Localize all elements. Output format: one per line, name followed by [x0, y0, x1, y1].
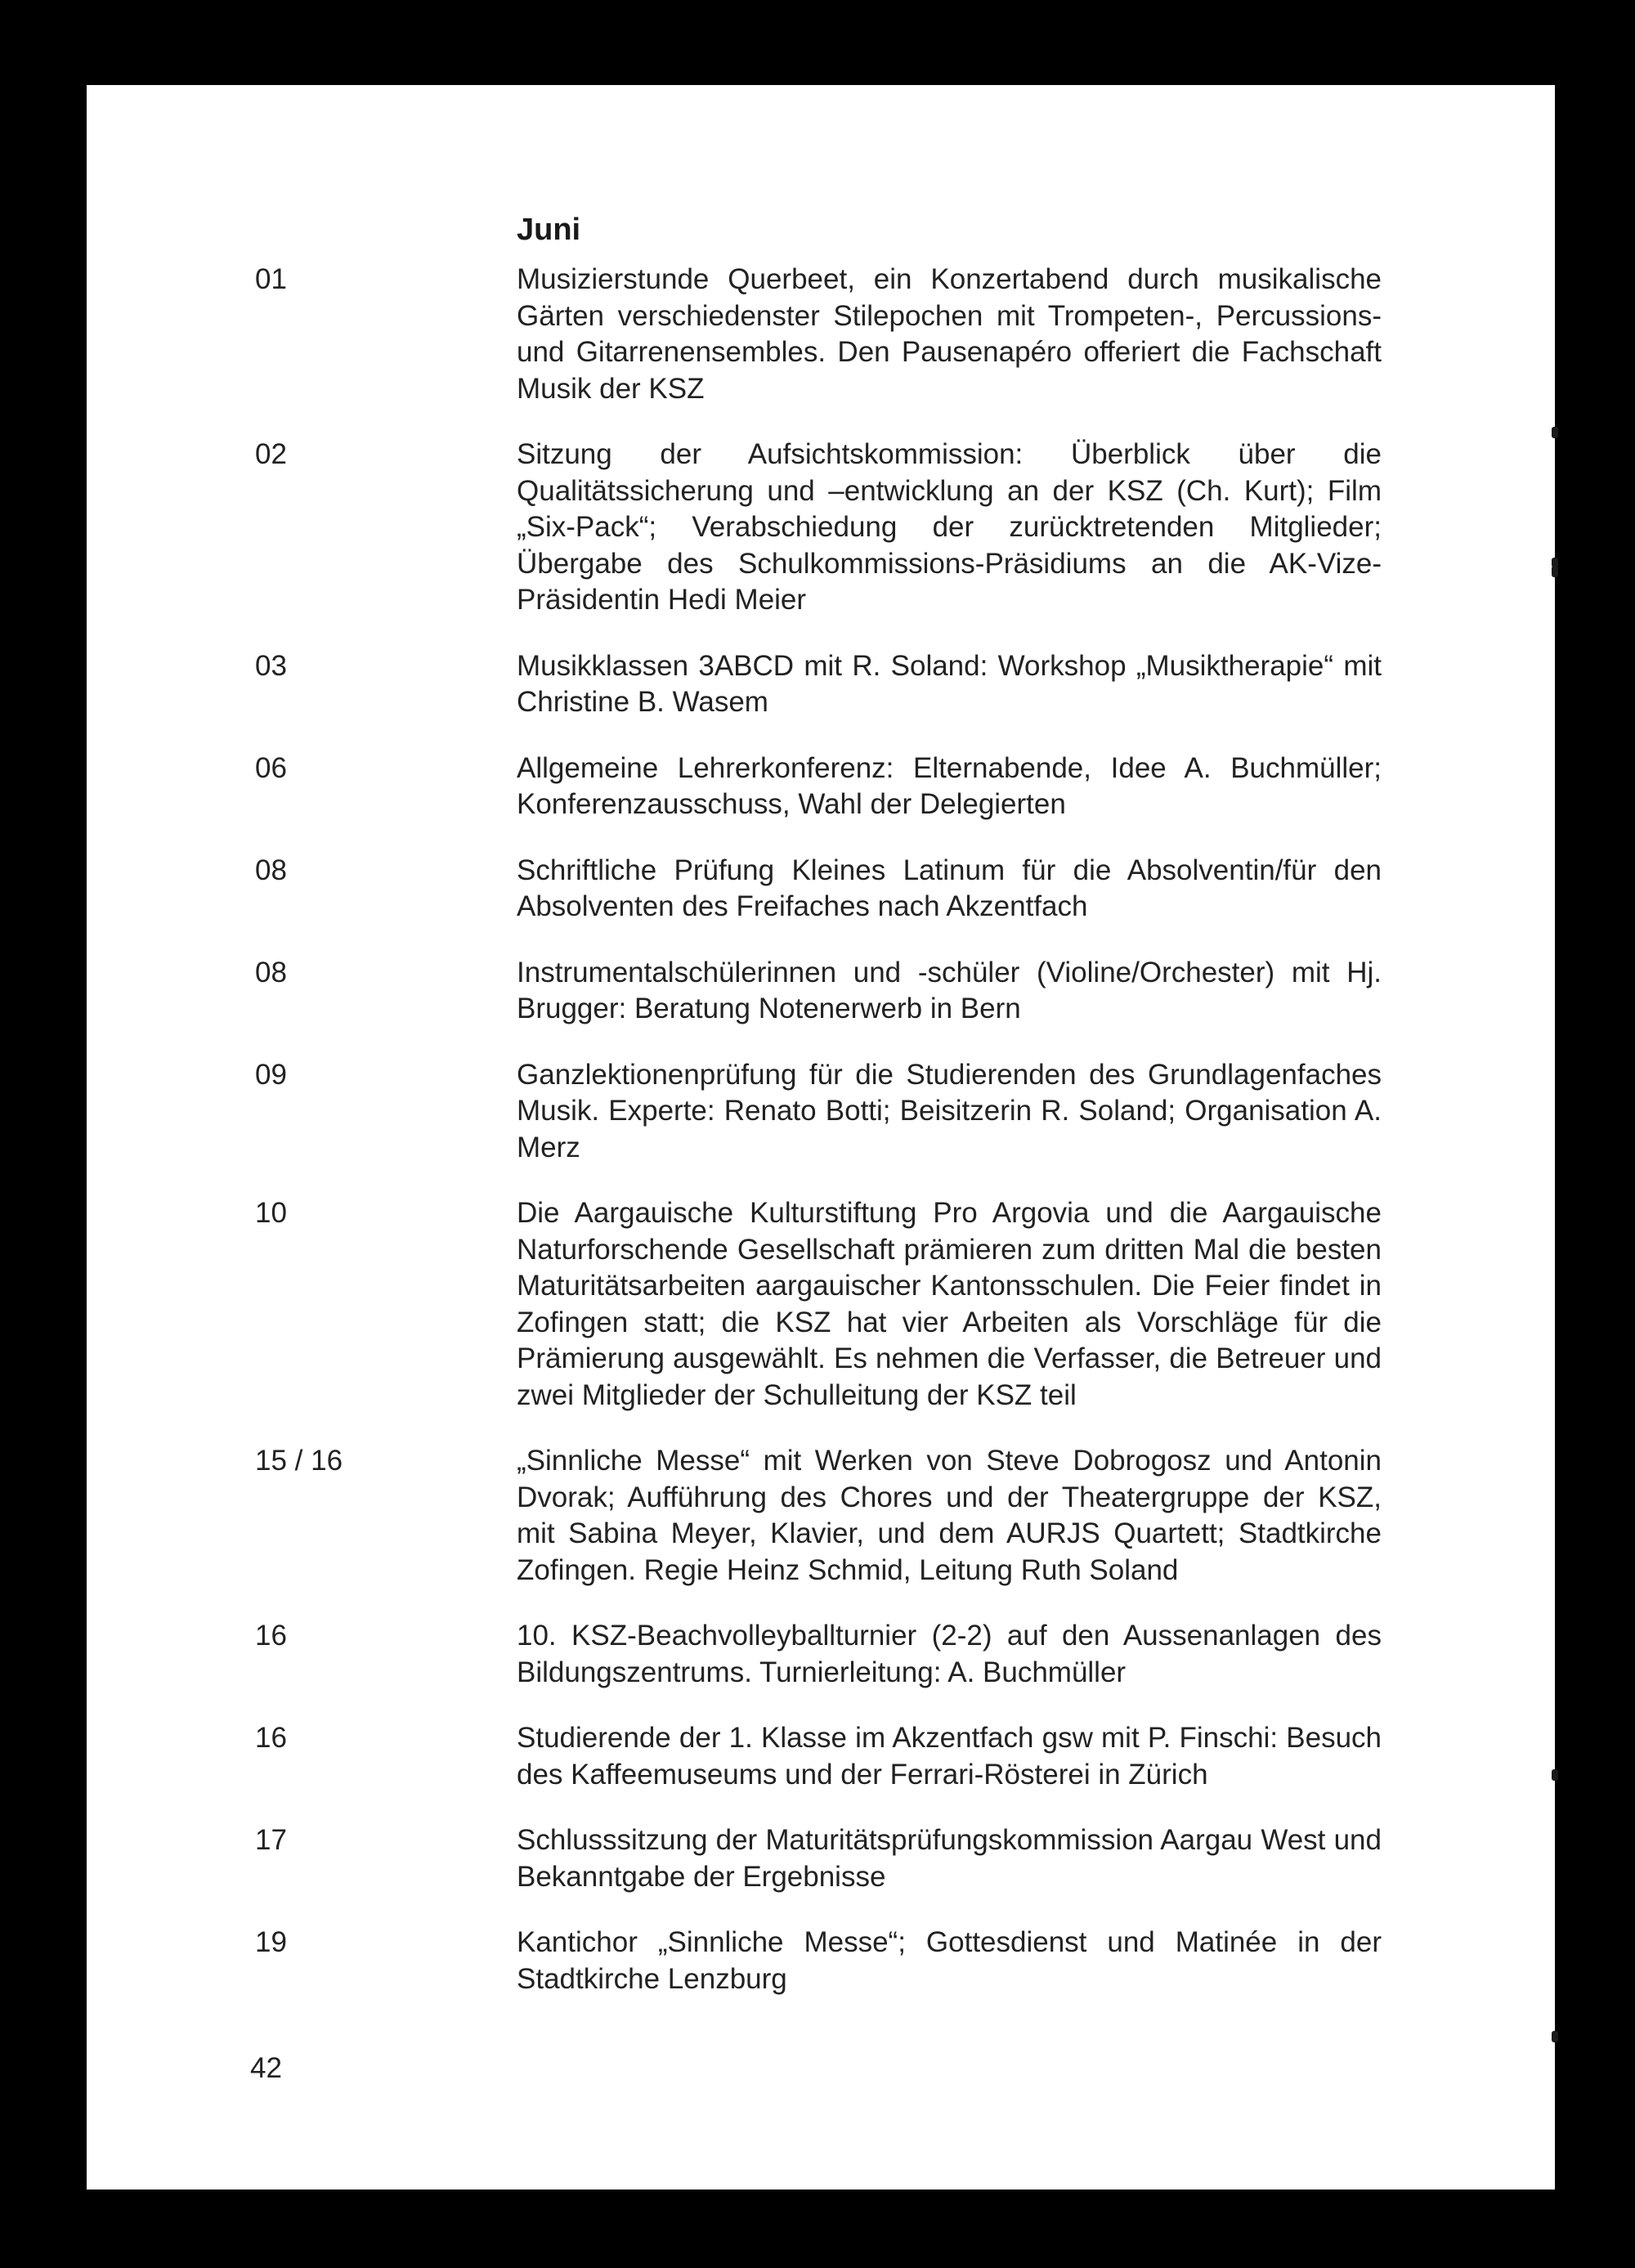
event-date: 08	[255, 854, 287, 886]
event-description: Musikklassen 3ABCD mit R. Soland: Workshop „Musiktherapie“ mit Christine B. Wasem	[517, 649, 1382, 718]
event-entry	[87, 437, 1555, 619]
scan-edge-mark	[1552, 2031, 1558, 2042]
event-entry	[87, 853, 1555, 926]
event-description: Schriftliche Prüfung Kleines Latinum für die Absolventin/für den Absolventen des Freifaches nach Akzentfach	[517, 854, 1382, 922]
month-heading: Juni	[517, 213, 581, 247]
event-entry	[87, 1057, 1555, 1167]
scan-edge-mark	[1552, 566, 1558, 577]
page-number: 42	[250, 2052, 282, 2084]
event-description: Allgemeine Lehrerkonferenz: Elternabende, Idee A. Buchmüller; Konferenzausschuss, Wahl der Delegierten	[517, 751, 1382, 820]
event-date: 08	[255, 956, 287, 988]
scanned-page	[87, 85, 1555, 2190]
event-entry	[87, 1822, 1555, 1895]
event-date: 10	[255, 1197, 287, 1229]
event-description: Instrumentalschülerinnen und -schüler (Violine/Orchester) mit Hj. Brugger: Beratung Notenerwerb in Bern	[517, 956, 1382, 1024]
scan-edge-mark	[1552, 427, 1558, 438]
event-entry	[87, 648, 1555, 721]
event-description: Ganzlektionenprüfung für die Studierenden des Grundlagenfaches Musik. Experte: Renato Botti; Beisitzerin R. Soland; Organisation A. Merz	[517, 1058, 1382, 1163]
event-entry	[87, 1443, 1555, 1589]
event-description: 10. KSZ-Beachvolleyballturnier (2-2) auf den Aussenanlagen des Bildungszentrums. Turnierleitung: A. Buchmüller	[517, 1620, 1382, 1688]
scan-edge-mark	[1552, 1769, 1558, 1781]
event-entry	[87, 1618, 1555, 1691]
event-entry	[87, 1195, 1555, 1414]
page-content	[87, 85, 1555, 2190]
event-description: Sitzung der Aufsichtskommission: Überblick über die Qualitätssicherung und –entwicklung an der KSZ (Ch. Kurt); Film „Six-Pack“; Verabschiedung der zurücktretenden Mitglieder; Übergabe des Schulkommissions-Präsidiums an die AK-Vize-Präsidentin Hedi Meier	[517, 438, 1382, 616]
event-entry	[87, 1720, 1555, 1793]
event-date: 16	[255, 1722, 287, 1754]
event-date: 06	[255, 751, 287, 784]
event-date: 15 / 16	[255, 1445, 343, 1477]
event-date: 03	[255, 649, 287, 682]
event-list	[87, 262, 1555, 2027]
event-date: 16	[255, 1620, 287, 1652]
event-description: „Sinnliche Messe“ mit Werken von Steve Dobrogosz und Antonin Dvorak; Aufführung des Chores und der Theatergruppe der KSZ, mit Sabina Meyer, Klavier, und dem AURJS Quartett; Stadtkirche Zofingen. Regie Heinz Schmid, Leitung Ruth Soland	[517, 1445, 1382, 1586]
event-description: Studierende der 1. Klasse im Akzentfach gsw mit P. Finschi: Besuch des Kaffeemuseums und der Ferrari-Rösterei in Zürich	[517, 1722, 1382, 1791]
event-date: 09	[255, 1058, 287, 1091]
event-entry	[87, 1925, 1555, 1997]
event-description: Kantichor „Sinnliche Messe“; Gottesdienst und Matinée in der Stadtkirche Lenzburg	[517, 1926, 1382, 1995]
event-description: Musizierstunde Querbeet, ein Konzertabend durch musikalische Gärten verschiedenster Stilepochen mit Trompeten-, Percussions- und Gitarrenensembles. Den Pausenapéro offeriert die Fachschaft Musik der KSZ	[517, 263, 1382, 405]
event-entry	[87, 955, 1555, 1028]
event-date: 02	[255, 438, 287, 470]
event-date: 01	[255, 263, 287, 295]
event-description: Schlusssitzung der Maturitätsprüfungskommission Aargau West und Bekanntgabe der Ergebnisse	[517, 1824, 1382, 1893]
event-description: Die Aargauische Kulturstiftung Pro Argovia und die Aargauische Naturforschende Gesellschaft prämieren zum dritten Mal die besten Maturitätsarbeiten aargauischer Kantonsschulen. Die Feier findet in Zofingen statt; die KSZ hat vier Arbeiten als Vorschläge für die Prämierung ausgewählt. Es nehmen die Verfasser, die Betreuer und zwei Mitglieder der Schulleitung der KSZ teil	[517, 1197, 1382, 1411]
event-date: 17	[255, 1824, 287, 1856]
event-entry	[87, 751, 1555, 823]
event-entry	[87, 262, 1555, 407]
event-date: 19	[255, 1926, 287, 1958]
